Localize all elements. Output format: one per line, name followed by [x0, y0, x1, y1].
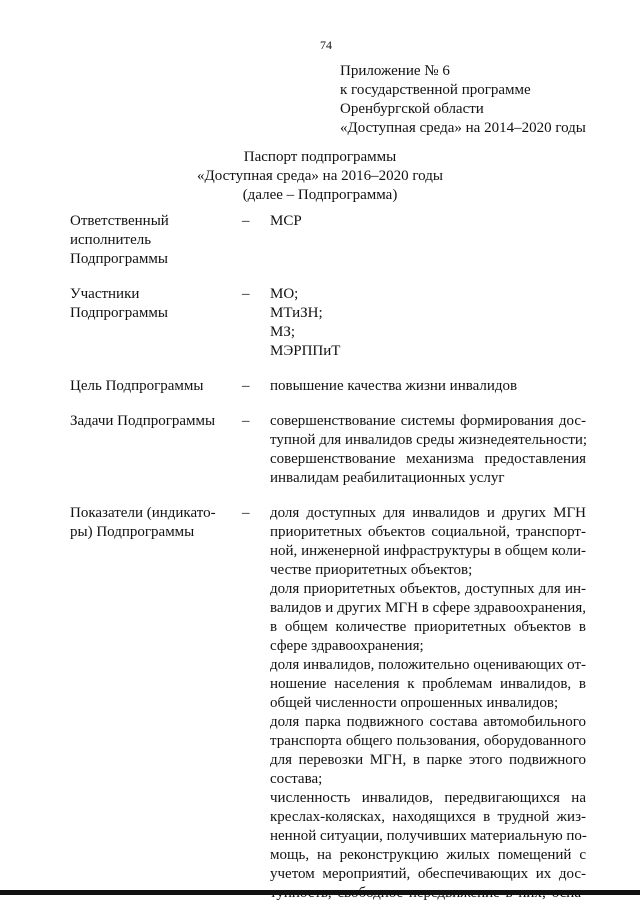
row-label [70, 377, 240, 396]
value-line: мощь, на реконструкцию жилых помещений с [270, 847, 586, 863]
row-dash: – [242, 378, 250, 394]
value-line: ношение населения к проблемам инвалидов, в [270, 676, 586, 692]
value-line: учетом мероприятий, обеспечивающих их дос- [270, 866, 586, 882]
passport-row-goal [70, 377, 590, 396]
row-dash: – [242, 213, 250, 229]
label-line: Цель Подпрограммы [70, 378, 204, 394]
passport-row-tasks [70, 412, 590, 488]
value-line: приоритетных объектов социальной, транспорт- [270, 524, 586, 540]
value-line: совершенствование механизма предоставления [270, 451, 586, 467]
row-value [270, 212, 586, 231]
label-line: Участники [70, 286, 140, 302]
row-value [270, 285, 586, 361]
appendix-line: Приложение № 6 [340, 63, 450, 79]
value-line: валидов и других МГН в сфере здравоохранения, [270, 600, 586, 616]
value-line: МСР [270, 213, 302, 229]
label-line: Подпрограммы [70, 305, 168, 321]
value-line: честве приоритетных объектов; [270, 562, 473, 578]
value-line: МО; [270, 286, 299, 302]
value-line: транспорта общего пользования, оборудованного [270, 733, 586, 749]
value-line: ненной ситуации, получивших материальную по- [270, 828, 587, 844]
row-dash: – [242, 286, 250, 302]
row-value [270, 412, 586, 488]
label-line: Показатели (индикато- [70, 505, 216, 521]
passport-row-responsible [70, 212, 590, 269]
appendix-line: к государственной программе [340, 82, 531, 98]
value-line: доля доступных для инвалидов и других МГН [270, 505, 586, 521]
row-dash: – [242, 413, 250, 429]
label-line: Ответственный [70, 213, 169, 229]
title-line: Паспорт подпрограммы [243, 149, 397, 165]
value-line: численность инвалидов, передвигающихся на [270, 790, 586, 806]
passport-row-participants [70, 285, 590, 361]
value-line: ной, инженерной инфраструктуры в общем коли- [270, 543, 586, 559]
label-line: Задачи Подпрограммы [70, 413, 216, 429]
appendix-line: Оренбургской области [340, 101, 484, 117]
passport-row-indicators [70, 504, 590, 903]
value-line: доля приоритетных объектов, доступных для ин- [270, 581, 586, 597]
value-line: общей численности опрошенных инвалидов; [270, 695, 559, 711]
row-label [70, 412, 240, 431]
value-line: сфере здравоохранения; [270, 638, 424, 654]
document-title [0, 148, 640, 205]
title-line: (далее – Подпрограмма) [242, 187, 398, 203]
row-label [70, 504, 240, 542]
title-line: «Доступная среда» на 2016–2020 годы [197, 168, 443, 184]
value-line: МТиЗН; [270, 305, 323, 321]
value-line: в общем количестве приоритетных объектов в [270, 619, 586, 635]
value-line: МЭРППиТ [270, 343, 341, 359]
value-line: повышение качества жизни инвалидов [270, 378, 518, 394]
value-line: состава; [270, 771, 323, 787]
value-line: для перевозки МГН, в парке этого подвижного [270, 752, 586, 768]
page-number: 74 [320, 38, 332, 52]
label-line: исполнитель [70, 232, 152, 248]
value-line: совершенствование системы формирования дос- [270, 413, 586, 429]
row-value [270, 377, 586, 396]
label-line: Подпрограммы [70, 251, 168, 267]
value-line: доля инвалидов, положительно оценивающих от- [270, 657, 586, 673]
row-label [70, 212, 240, 269]
value-line: доля парка подвижного состава автомобильного [270, 714, 586, 730]
value-line: МЗ; [270, 324, 296, 340]
appendix-line: «Доступная среда» на 2014–2020 годы [340, 120, 586, 136]
value-line: тупной для инвалидов среды жизнедеятельности; [270, 432, 588, 448]
passport-table [70, 212, 590, 903]
value-line: креслах-колясках, находящихся в трудной жиз- [270, 809, 586, 825]
row-value [270, 504, 586, 903]
label-line: ры) Подпрограммы [70, 524, 195, 540]
row-dash: – [242, 505, 250, 521]
row-label [70, 285, 240, 323]
value-line: инвалидам реабилитационных услуг [270, 470, 505, 486]
bottom-rule [0, 890, 640, 895]
appendix-header [340, 62, 586, 138]
